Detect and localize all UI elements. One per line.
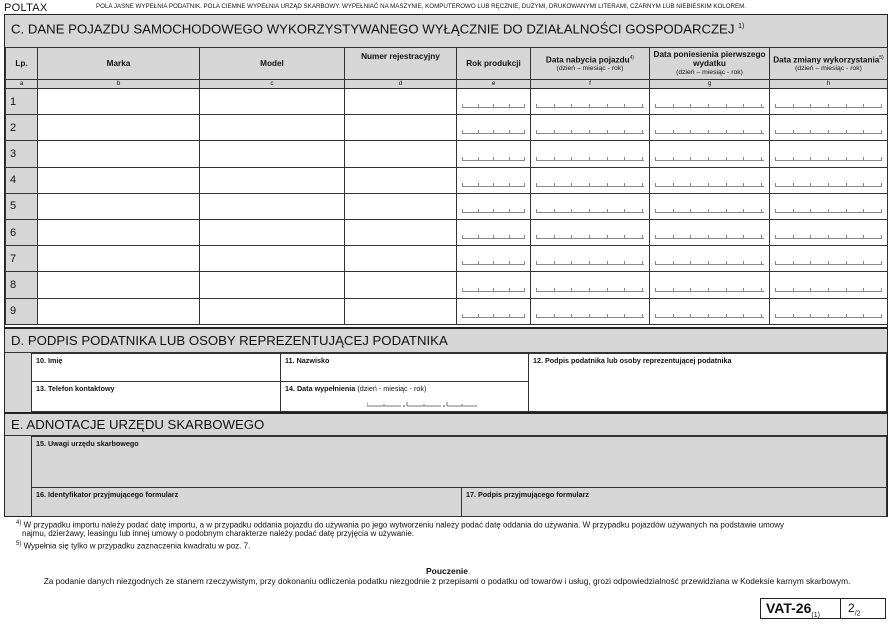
marka-cell[interactable] (38, 193, 200, 219)
marka-cell[interactable] (38, 246, 200, 272)
vehicle-row (6, 89, 888, 115)
date-comb-line (650, 141, 769, 166)
date-comb-line (770, 246, 887, 271)
col-header-data-wydatku: Data poniesienia pierwszego wydatku (dzień – miesiąc - rok) (650, 48, 770, 80)
first-expense-date-cell[interactable] (650, 246, 770, 272)
vehicle-table-header (6, 48, 888, 80)
year-cell[interactable] (457, 298, 531, 324)
date-comb-line (770, 89, 887, 114)
fill-date-line (367, 402, 477, 408)
date-comb-line (770, 115, 887, 140)
date-comb-line (531, 299, 649, 324)
date-comb-line (457, 115, 530, 140)
last-name-field[interactable]: 11. Nazwisko (280, 353, 529, 382)
date-comb-line (650, 115, 769, 140)
registration-cell[interactable] (345, 167, 457, 193)
date-comb-line (457, 299, 530, 324)
purchase-date-cell[interactable] (531, 219, 650, 245)
usage-change-date-cell[interactable] (770, 272, 888, 298)
row-number: 4 (6, 167, 38, 193)
date-comb-line (650, 89, 769, 114)
usage-change-date-cell[interactable] (770, 246, 888, 272)
row-number: 6 (6, 219, 38, 245)
pouczenie-title: Pouczenie (425, 566, 469, 576)
model-cell[interactable] (200, 219, 345, 245)
page-number: $2_{/2}$ (848, 601, 861, 618)
section-d-title: D. PODPIS PODATNIKA LUB OSOBY REPREZENTUJĄCEJ PODATNIKA (5, 329, 887, 353)
section-d (4, 328, 888, 413)
col-header-data-zmiany: Data zmiany wykorzystania$^{5)}$ (dzień – miesiąc - rok) (770, 48, 888, 80)
section-c-header (5, 15, 887, 47)
model-cell[interactable] (200, 298, 345, 324)
year-cell[interactable] (457, 141, 531, 167)
year-cell[interactable] (457, 272, 531, 298)
col-header-rok: Rok produkcji (457, 48, 531, 80)
first-expense-date-cell[interactable] (650, 115, 770, 141)
col-letter: g (650, 80, 770, 89)
col-header-model: Model (200, 48, 345, 80)
first-expense-date-cell[interactable] (650, 193, 770, 219)
date-comb-line (531, 194, 649, 219)
model-cell[interactable] (200, 272, 345, 298)
date-comb-line (770, 168, 887, 193)
row-number: 3 (6, 141, 38, 167)
date-comb-line (650, 220, 769, 245)
year-cell[interactable] (457, 115, 531, 141)
usage-change-date-cell[interactable] (770, 193, 888, 219)
marka-cell[interactable] (38, 272, 200, 298)
usage-change-date-cell[interactable] (770, 115, 888, 141)
registration-cell[interactable] (345, 89, 457, 115)
phone-field[interactable]: 13. Telefon kontaktowy (31, 381, 281, 412)
date-comb-line (770, 194, 887, 219)
row-number: 2 (6, 115, 38, 141)
col-letter: b (38, 80, 200, 89)
year-cell[interactable] (457, 89, 531, 115)
first-expense-date-cell[interactable] (650, 272, 770, 298)
usage-change-date-cell[interactable] (770, 219, 888, 245)
purchase-date-cell[interactable] (531, 141, 650, 167)
footnote-5: $^{5)}$ Wypełnia się tylko w przypadku zaznaczenia kwadratu w poz. 7. (16, 541, 251, 551)
form-id-divider (840, 598, 841, 619)
date-comb-line (457, 220, 530, 245)
date-comb-line (457, 246, 530, 271)
section-d-margin (5, 353, 31, 412)
date-comb-line (457, 194, 530, 219)
col-letter: h (770, 80, 888, 89)
vehicle-row (6, 141, 888, 167)
date-comb-line (650, 246, 769, 271)
model-cell[interactable] (200, 167, 345, 193)
receiver-signature-field: 17. Podpis przyjmującego formularz (461, 487, 887, 517)
purchase-date-cell[interactable] (531, 89, 650, 115)
col-header-lp: Lp. (6, 48, 38, 80)
registration-cell[interactable] (345, 272, 457, 298)
vehicle-row (6, 167, 888, 193)
date-comb-line (457, 272, 530, 297)
marka-cell[interactable] (38, 115, 200, 141)
first-expense-date-cell[interactable] (650, 298, 770, 324)
col-header-numer: Numer rejestracyjny (345, 48, 457, 80)
vehicle-row (6, 219, 888, 245)
pouczenie-text: Za podanie danych niezgodnych ze stanem rzeczywistym, przy dokonaniu odliczenia podatku niezgodnie z przepisami o podatku od towarów i usług, grozi odpowiedzialność przewidziana w Kodeksie karnym skarbowym. (43, 576, 851, 586)
date-comb-line (531, 89, 649, 114)
year-cell[interactable] (457, 246, 531, 272)
date-comb-line (770, 272, 887, 297)
usage-change-date-cell[interactable] (770, 141, 888, 167)
date-comb-line (457, 168, 530, 193)
purchase-date-cell[interactable] (531, 115, 650, 141)
registration-cell[interactable] (345, 115, 457, 141)
vehicle-row (6, 298, 888, 324)
date-comb-line (531, 115, 649, 140)
registration-cell[interactable] (345, 141, 457, 167)
purchase-date-cell[interactable] (531, 193, 650, 219)
row-number: 7 (6, 246, 38, 272)
col-letter: e (457, 80, 531, 89)
section-e (4, 413, 888, 517)
purchase-date-cell[interactable] (531, 272, 650, 298)
date-comb-line (457, 141, 530, 166)
col-letter: f (531, 80, 650, 89)
registration-cell[interactable] (345, 193, 457, 219)
date-comb-line (531, 246, 649, 271)
vehicle-table (5, 47, 888, 325)
date-comb-line (770, 299, 887, 324)
date-comb-line (650, 272, 769, 297)
row-number: 9 (6, 298, 38, 324)
taxpayer-signature-field[interactable]: 12. Podpis podatnika lub osoby reprezentującej podatnika (528, 353, 887, 412)
col-header-data-nabycia: Data nabycia pojazdu$^{4)}$ (dzień – miesiąc - rok) (531, 48, 650, 80)
date-comb-line (531, 168, 649, 193)
model-cell[interactable] (200, 246, 345, 272)
footnote-4-cont: najmu, dzierżawy, leasingu lub innej umowy o podobnym charakterze należy podać datę przyjęcia w używanie. (22, 529, 415, 538)
purchase-date-cell[interactable] (531, 167, 650, 193)
date-comb-line (770, 141, 887, 166)
marka-cell[interactable] (38, 298, 200, 324)
date-comb-line (650, 168, 769, 193)
date-comb-line (650, 299, 769, 324)
year-cell[interactable] (457, 193, 531, 219)
year-cell[interactable] (457, 219, 531, 245)
receiver-id-field: 16. Identyfikator przyjmującego formularz (31, 487, 462, 517)
registration-cell[interactable] (345, 219, 457, 245)
office-notes-field: 15. Uwagi urzędu skarbowego (31, 436, 887, 488)
section-c-title-note: 1) (738, 23, 745, 30)
first-expense-date-cell[interactable] (650, 219, 770, 245)
date-comb-line (531, 220, 649, 245)
section-c-title: C. DANE POJAZDU SAMOCHODOWEGO WYKORZYSTYWANEGO WYŁĄCZNIE DO DZIAŁALNOŚCI GOSPODARCZEJ (11, 21, 735, 37)
row-number: 1 (6, 89, 38, 115)
date-comb-line (531, 141, 649, 166)
marka-cell[interactable] (38, 141, 200, 167)
marka-cell[interactable] (38, 89, 200, 115)
first-expense-date-cell[interactable] (650, 89, 770, 115)
purchase-date-cell[interactable] (531, 298, 650, 324)
col-letter: d (345, 80, 457, 89)
marka-cell[interactable] (38, 167, 200, 193)
col-letter: a (6, 80, 38, 89)
vehicle-row (6, 272, 888, 298)
form-name: VAT-$26_{(1)}$ (766, 600, 820, 619)
registration-cell[interactable] (345, 298, 457, 324)
date-comb-line (650, 194, 769, 219)
row-number: 8 (6, 272, 38, 298)
first-expense-date-cell[interactable] (650, 167, 770, 193)
vehicle-row (6, 193, 888, 219)
col-header-marka: Marka (38, 48, 200, 80)
vehicle-row (6, 246, 888, 272)
usage-change-date-cell[interactable] (770, 167, 888, 193)
model-cell[interactable] (200, 115, 345, 141)
fill-date-field[interactable]: 14. Data wypełnienia (dzień - miesiąc - rok) (280, 381, 529, 412)
section-e-title: E. ADNOTACJE URZĘDU SKARBOWEGO (5, 414, 887, 436)
purchase-date-cell[interactable] (531, 246, 650, 272)
vehicle-row (6, 115, 888, 141)
poltax-label: POLTAX (4, 2, 48, 14)
date-comb-line (531, 272, 649, 297)
usage-change-date-cell[interactable] (770, 298, 888, 324)
column-letters-row (6, 80, 888, 89)
section-c (4, 14, 888, 328)
year-cell[interactable] (457, 167, 531, 193)
row-number: 5 (6, 193, 38, 219)
footnote-4: $^{4)}$ W przypadku importu należy podać datę importu, a w przypadku oddania pojazdu do używania po jego wytworzeniu należy podać datę oddania do używania. W przypadku pojazdów używanych na podstawie umowy (16, 520, 785, 530)
col-letter: c (200, 80, 345, 89)
marka-cell[interactable] (38, 219, 200, 245)
model-cell[interactable] (200, 89, 345, 115)
date-comb-line (770, 220, 887, 245)
first-name-field[interactable]: 10. Imię (31, 353, 281, 382)
registration-cell[interactable] (345, 246, 457, 272)
usage-change-date-cell[interactable] (770, 89, 888, 115)
date-comb-line (457, 89, 530, 114)
model-cell[interactable] (200, 141, 345, 167)
first-expense-date-cell[interactable] (650, 141, 770, 167)
model-cell[interactable] (200, 193, 345, 219)
fill-instruction: POLA JASNE WYPEŁNIA PODATNIK. POLA CIEMNE WYPEŁNIA URZĄD SKARBOWY. WYPEŁNIAĆ NA MASZYNIE, KOMPUTEROWO LUB RĘCZNIE, DUŻYMI, DRUKOWANYMI LITERAMI, CZARNYM LUB NIEBIESKIM KOLOREM. (96, 3, 747, 10)
